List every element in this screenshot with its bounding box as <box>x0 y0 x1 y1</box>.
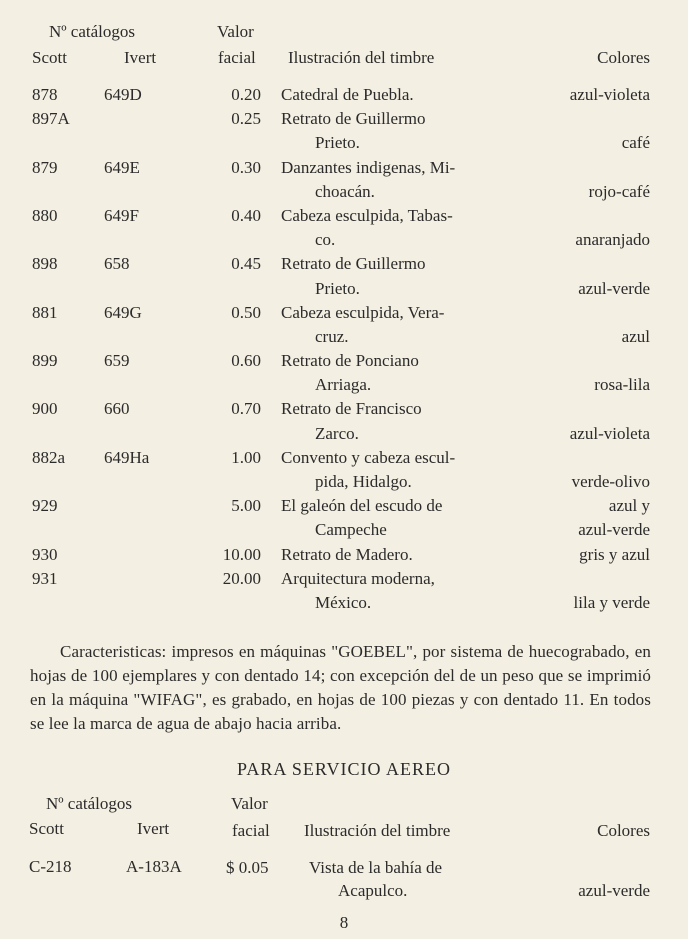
characteristics-paragraph: Caracteristicas: impresos en máquinas "GOEBEL", por sistema de huecograbado, en hojas de 100 ejemplares y con dentado 14; con excepción del de un peso que se imprimió en la máquina "WIFAG", es grabado, en hojas de 100 piezas y con dentado 11. En todos se lee la marca de agua de abajo hacia arriba. <box>30 642 651 733</box>
table-row <box>0 494 688 518</box>
cell-valor: 10.00 <box>222 544 261 564</box>
cell-valor: 0.40 <box>231 205 261 225</box>
table-row <box>0 397 688 421</box>
cell-scott: 878 <box>32 85 58 104</box>
cell-description: Retrato de Madero. <box>281 544 413 564</box>
cell-valor: 0.50 <box>231 302 261 322</box>
cell-scott: 879 <box>32 157 58 177</box>
cell-description-cont: Campeche <box>315 520 387 540</box>
cell-color: azul-verde <box>578 278 650 298</box>
table-row-continuation <box>0 518 688 542</box>
cell-description-cont: choacán. <box>315 181 375 201</box>
cell-description-cont: cruz. <box>315 326 349 346</box>
cell-color: azul-violeta <box>569 85 650 104</box>
cell-description-cont: pida, Hidalgo. <box>315 472 412 491</box>
cell-description: Vista de la bahía de <box>309 858 443 877</box>
cell-valor: 0.70 <box>231 399 261 419</box>
table-row <box>0 156 688 180</box>
cell-description-cont: México. <box>315 592 372 612</box>
header-valor: Valor <box>217 22 254 41</box>
table-row-continuation <box>0 180 688 204</box>
header-valor: Valor <box>231 794 268 813</box>
stamp-table <box>0 83 688 615</box>
cell-color: rojo-café <box>588 181 650 201</box>
table-row <box>0 567 688 591</box>
cell-description-cont: co. <box>315 230 336 250</box>
cell-ivert: 660 <box>104 399 130 419</box>
cell-description: Catedral de Puebla. <box>281 85 414 104</box>
cell-scott: 898 <box>32 254 58 274</box>
cell-scott: C-218 <box>29 857 72 876</box>
cell-description: El galeón del escudo de <box>281 496 443 516</box>
cell-scott: 930 <box>32 544 58 564</box>
header-ilustracion: Ilustración del timbre <box>304 821 451 840</box>
page-number: 8 <box>339 913 349 932</box>
header-facial: facial <box>232 821 270 840</box>
cell-scott: 900 <box>32 399 58 419</box>
cell-valor: 0.20 <box>231 85 261 104</box>
cell-color: lila y verde <box>573 592 650 612</box>
cell-ivert: 658 <box>104 254 130 274</box>
cell-description: Retrato de Guillermo <box>281 109 426 129</box>
table-row <box>0 107 688 131</box>
cell-scott: 929 <box>32 496 58 516</box>
cell-ivert: A-183A <box>126 857 182 876</box>
table-row <box>0 446 688 470</box>
header-catalogos: Nº catálogos <box>46 794 132 813</box>
table-row-continuation <box>0 228 688 252</box>
cell-valor: 0.30 <box>231 157 261 177</box>
header-ivert: Ivert <box>137 819 170 838</box>
cell-description: Cabeza esculpida, Tabas- <box>281 205 453 225</box>
cell-scott: 897A <box>32 109 70 129</box>
cell-color: azul-verde <box>578 520 650 540</box>
cell-description-cont: Prieto. <box>315 278 360 298</box>
table-row-continuation <box>0 470 688 494</box>
cell-description: Convento y cabeza escul- <box>281 447 456 467</box>
cell-scott: 880 <box>32 205 58 225</box>
cell-color: café <box>621 133 650 153</box>
cell-description: Retrato de Ponciano <box>281 351 419 371</box>
cell-ivert: 649F <box>104 205 139 225</box>
cell-valor: 0.60 <box>231 351 261 371</box>
cell-description: Cabeza esculpida, Vera- <box>281 302 445 322</box>
cell-ivert: 649D <box>104 85 142 104</box>
header-colores: Colores <box>597 48 650 67</box>
cell-color: anaranjado <box>575 230 650 250</box>
cell-valor: 0.25 <box>231 109 261 129</box>
cell-ivert: 649G <box>104 302 142 322</box>
cell-color: azul y <box>608 496 650 516</box>
cell-valor: 20.00 <box>222 568 261 588</box>
cell-color: azul-verde <box>578 881 650 900</box>
table-row <box>0 543 688 567</box>
cell-scott: 931 <box>32 568 58 588</box>
table-row-continuation <box>0 325 688 349</box>
table-row-continuation <box>0 373 688 397</box>
table-row <box>0 301 688 325</box>
cell-description-cont: Zarco. <box>315 423 359 443</box>
header-colores: Colores <box>597 821 650 840</box>
section-title: PARA SERVICIO AEREO <box>237 759 451 779</box>
header-catalogos: Nº catálogos <box>49 22 135 41</box>
cell-scott: 882a <box>32 447 66 467</box>
table-row <box>0 204 688 228</box>
cell-ivert: 649Ha <box>104 447 150 467</box>
cell-scott: 881 <box>32 302 58 322</box>
table-row <box>0 83 688 107</box>
table-row-continuation <box>0 277 688 301</box>
header-facial: facial <box>218 48 256 67</box>
cell-description: Danzantes indigenas, Mi- <box>281 157 456 177</box>
cell-color: azul-violeta <box>569 423 650 443</box>
table-row <box>0 349 688 373</box>
header-scott: Scott <box>29 819 64 838</box>
header-ivert: Ivert <box>124 48 157 67</box>
cell-description-cont: Acapulco. <box>338 881 408 900</box>
cell-description-cont: Arriaga. <box>315 375 372 395</box>
cell-color: azul <box>621 326 650 346</box>
cell-color: verde-olivo <box>571 472 650 491</box>
cell-color: rosa-lila <box>594 375 650 395</box>
cell-description: Retrato de Guillermo <box>281 254 426 274</box>
cell-valor: 5.00 <box>231 496 261 516</box>
cell-description-cont: Prieto. <box>315 133 360 153</box>
cell-color: gris y azul <box>579 544 650 564</box>
table-row <box>0 252 688 276</box>
cell-description: Retrato de Francisco <box>281 399 422 419</box>
cell-valor: 0.45 <box>231 254 261 274</box>
header-scott: Scott <box>32 48 67 67</box>
cell-valor: 1.00 <box>231 447 261 467</box>
table-row-continuation <box>0 131 688 155</box>
table-row-continuation <box>0 422 688 446</box>
header-ilustracion: Ilustración del timbre <box>288 48 435 67</box>
cell-ivert: 659 <box>104 351 130 371</box>
cell-valor: $ 0.05 <box>226 858 269 877</box>
cell-description: Arquitectura moderna, <box>281 568 435 588</box>
cell-ivert: 649E <box>104 157 140 177</box>
cell-scott: 899 <box>32 351 58 371</box>
table-row-continuation <box>0 591 688 615</box>
